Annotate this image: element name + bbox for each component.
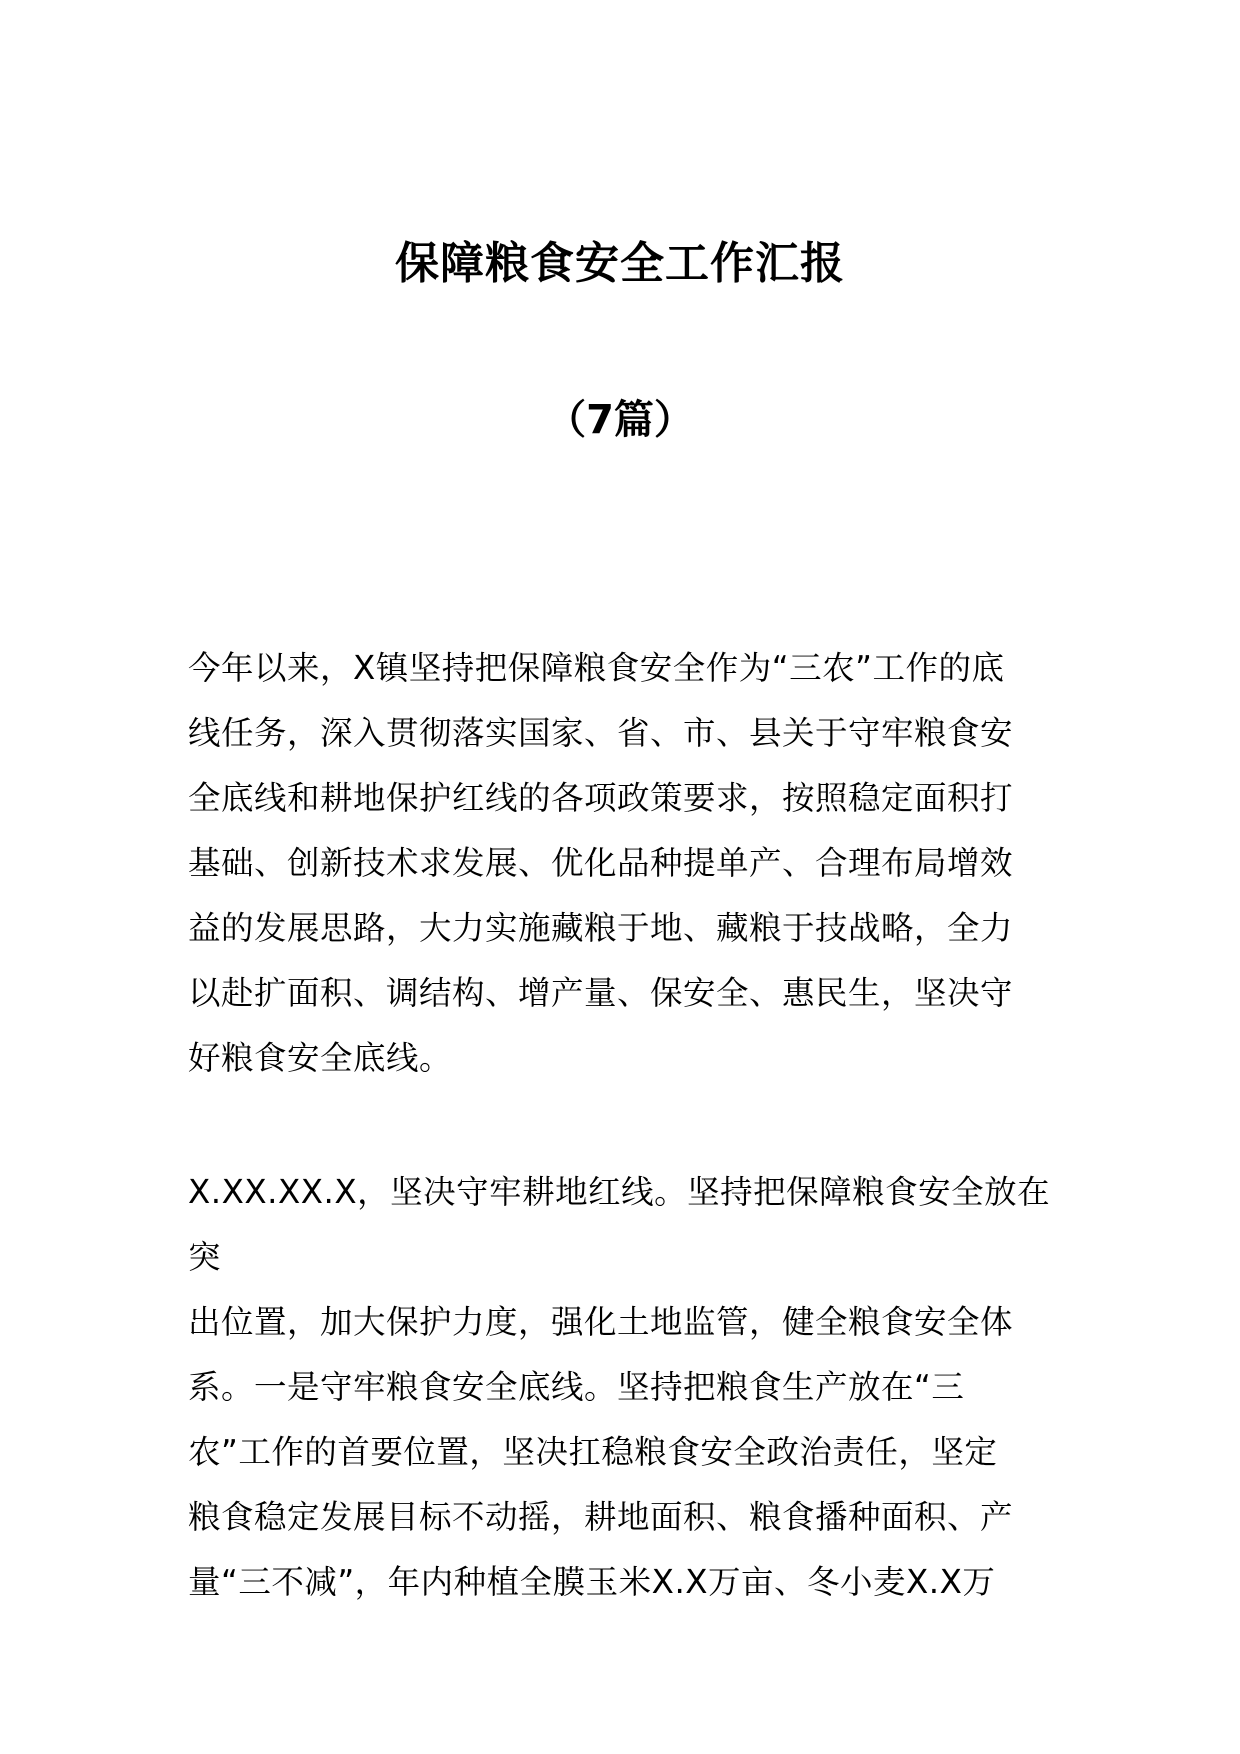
body-paragraph-1: 今年以来，X镇坚持把保障粮食安全作为“三农”工作的底 线任务，深入贯彻落实国家、省、市、县关于守牢粮食安 全底线和耕地保护红线的各项政策要求，按照稳定面积打 基础、创新技术求发展、优化品种提单产、合理布局增效 益的发展思路，大力实施藏粮于地、藏粮于技战略，全力 以赴扩面积、调结构、增产量、保安全、惠民生，坚决守 好粮食安全底线。 xyxy=(188,649,1014,1077)
body-paragraph-2: X.XX.XX.X，坚决守牢耕地红线。坚持把保障粮食安全放在突 出位置，加大保护力度，强化土地监管，健全粮食安全体 系。一是守牢粮食安全底线。坚持把粮食生产放在“三 农”工作的首要位置，坚决扛稳粮食安全政治责任，坚定 粮食稳定发展目标不动摇，耕地面积、粮食播种面积、产 量“三不减”，年内种植全膜玉米X.X万亩、冬小麦X.X万 xyxy=(188,1173,1051,1601)
document-title: 保障粮食安全工作汇报 xyxy=(395,238,845,290)
document-subtitle: （7篇） xyxy=(546,397,694,443)
